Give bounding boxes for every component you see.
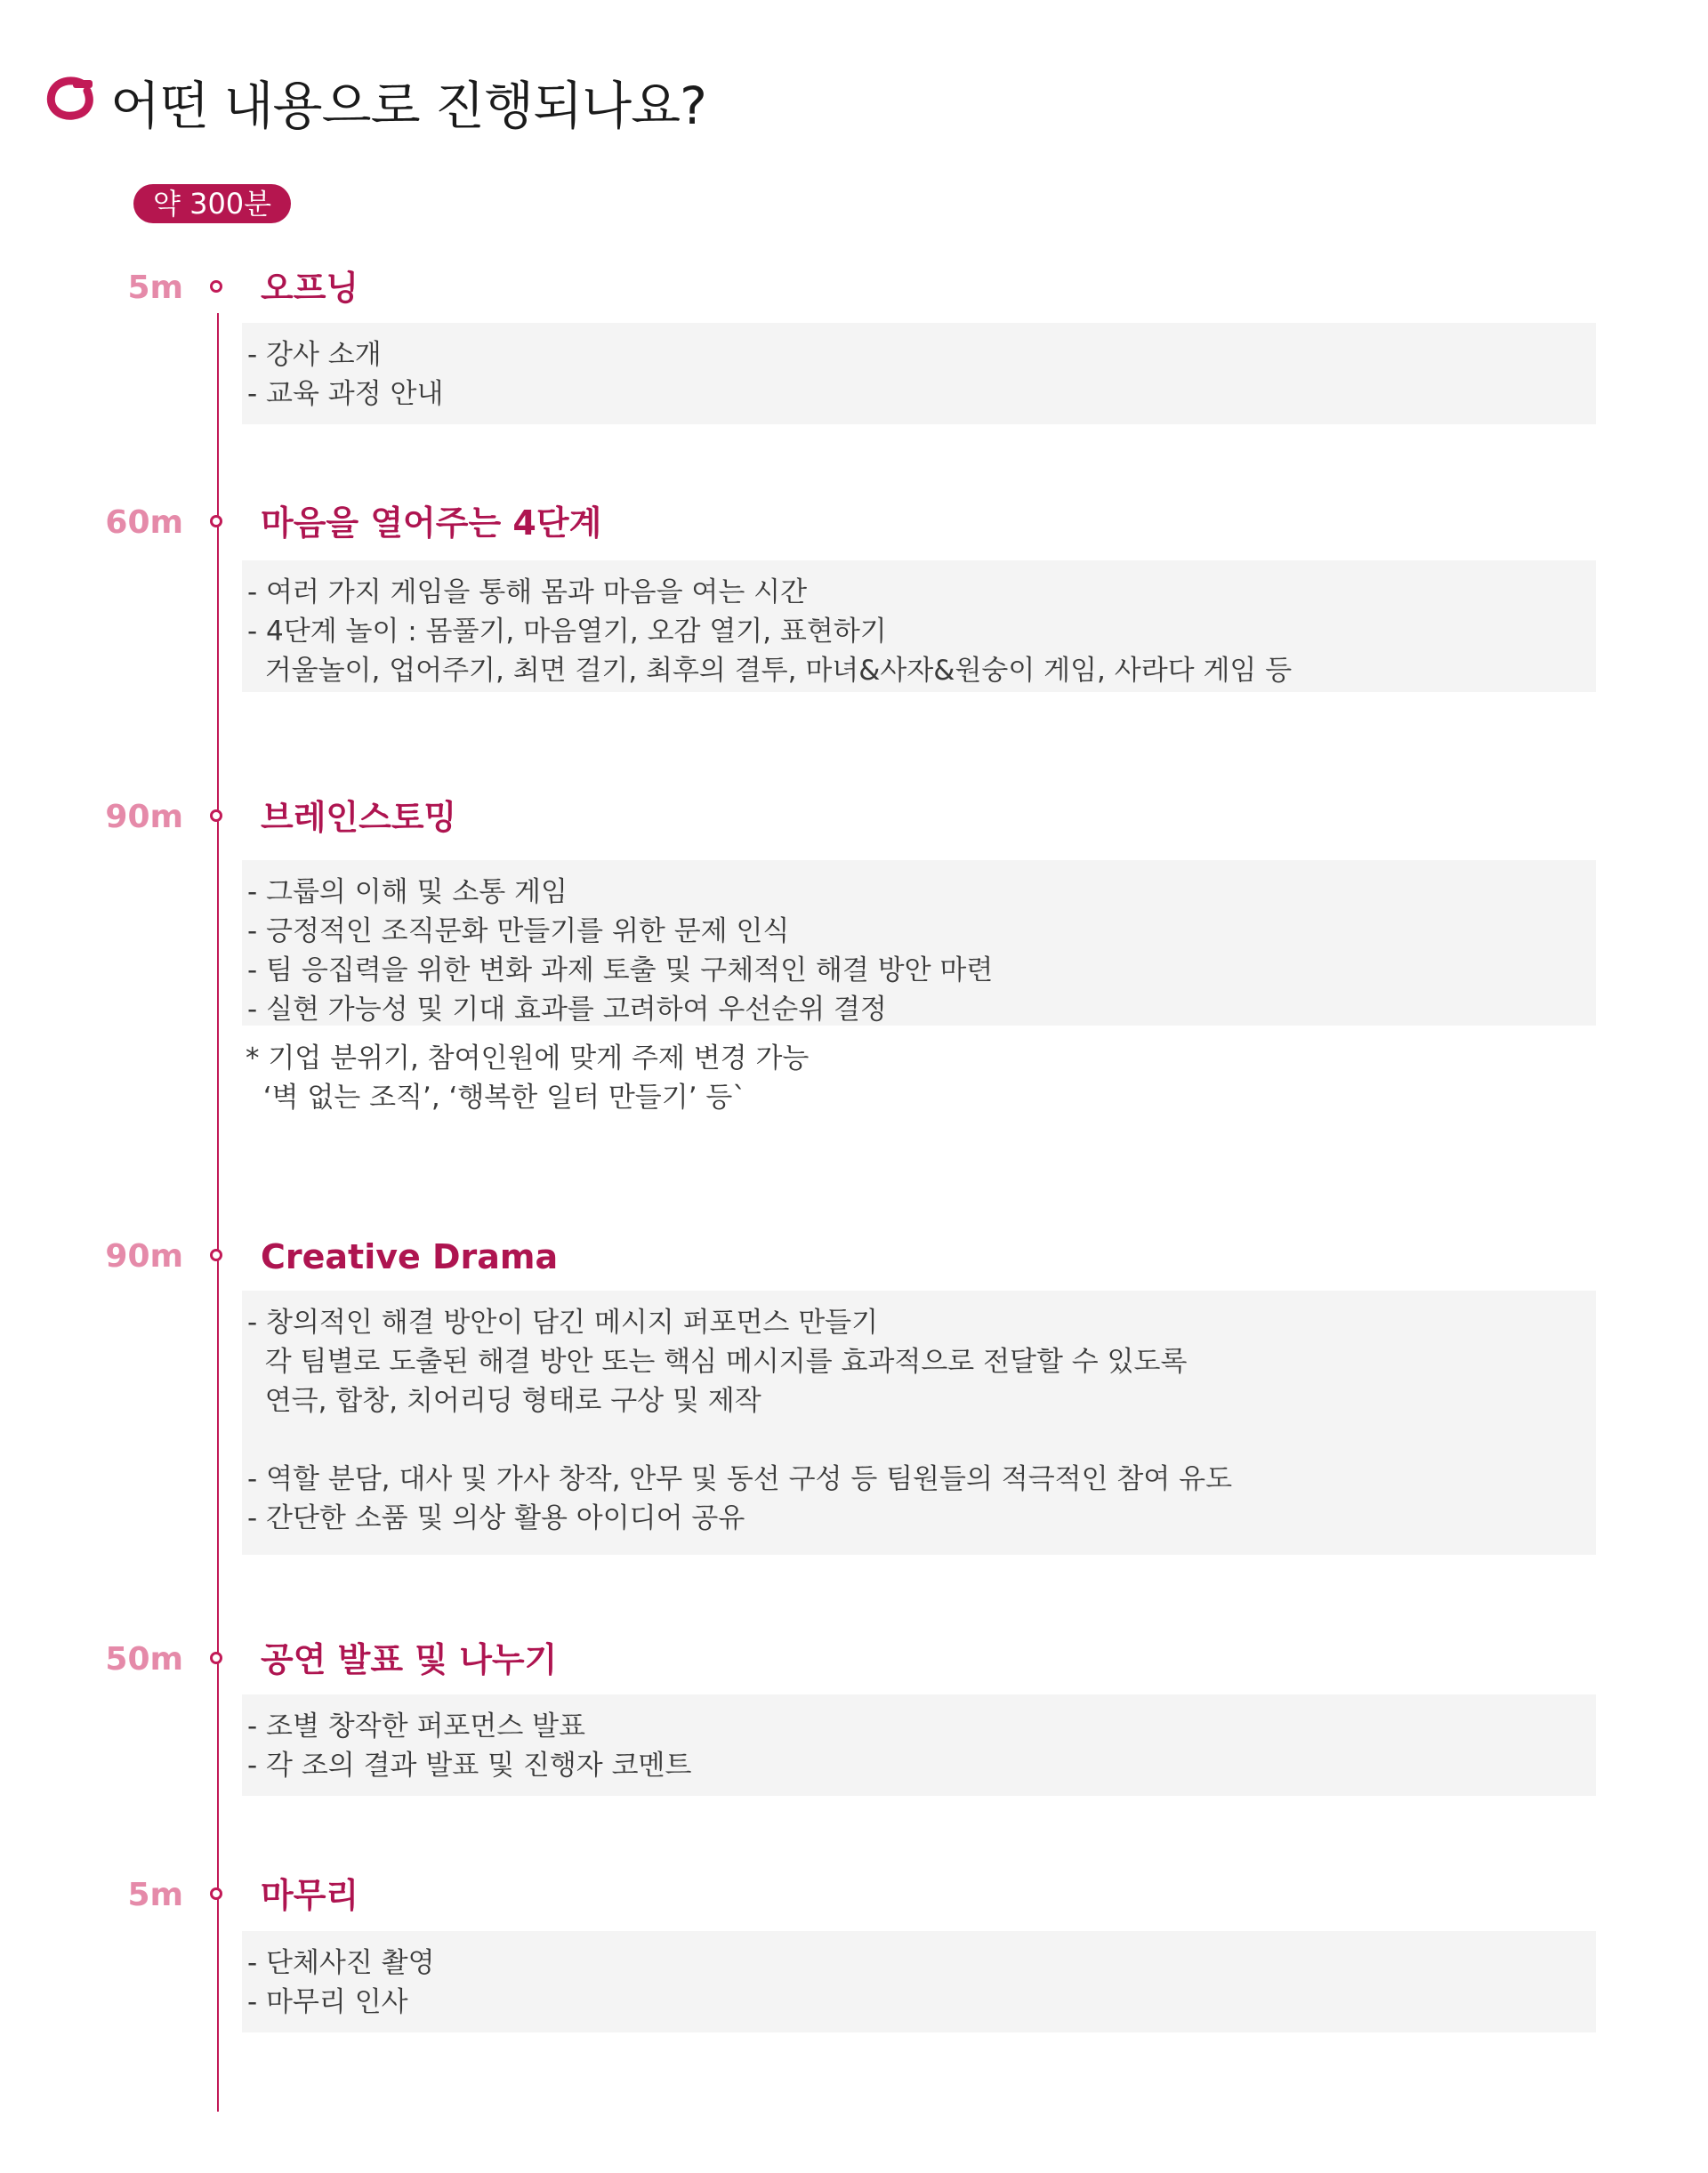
section-content-box [242,860,1596,1026]
timeline-dot [210,1249,222,1261]
content-line: - 그룹의 이해 및 소통 게임 [247,876,568,908]
content-line: - 마무리 인사 [247,1986,408,2018]
section-note [246,1039,809,1117]
section-duration: 60m [105,504,183,541]
content-line: - 역할 분담, 대사 및 가사 창작, 안무 및 동선 구성 등 팀원들의 적극적인 참여 유도 [247,1463,1233,1495]
content-line: - 팀 응집력을 위한 변화 과제 토출 및 구체적인 해결 방안 마련 [247,954,994,986]
content-line: - 강사 소개 [247,339,382,371]
content-line: - 긍정적인 조직문화 만들기를 위한 문제 인식 [247,915,790,947]
section-content-box [242,1694,1596,1796]
section-duration: 90m [105,1238,183,1275]
section-duration: 5m [127,270,183,306]
total-duration-badge: 약 300분 [133,184,291,223]
content-line: 거울놀이, 업어주기, 최면 걸기, 최후의 결투, 마녀&사자&원숭이 게임, 사라다 게임 등 [247,655,1293,687]
timeline-dot [210,1652,222,1664]
section-title: 브레인스토밍 [261,798,457,837]
content-line: - 교육 과정 안내 [247,378,444,410]
section-content-box [242,323,1596,424]
content-line: - 창의적인 해결 방안이 담긴 메시지 퍼포먼스 만들기 [247,1307,879,1339]
section-title: 마무리 [261,1876,359,1915]
section-title: 공연 발표 및 나누기 [261,1640,558,1679]
section-title: Creative Drama [261,1237,559,1276]
section-title: 마음을 열어주는 4단계 [261,503,602,543]
content-line: - 단체사진 촬영 [247,1947,435,1979]
content-line: - 조별 창작한 퍼포먼스 발표 [247,1710,586,1742]
content-line: - 여러 가지 게임을 통해 몸과 마음을 여는 시간 [247,576,808,608]
section-content-box [242,1291,1596,1555]
timeline-line [217,313,219,2112]
section-content-box [242,1931,1596,2032]
timeline-dot [210,515,222,527]
content-line: - 실현 가능성 및 기대 효과를 고려하여 우선순위 결정 [247,994,887,1026]
note-line: * 기업 분위기, 참여인원에 맞게 주제 변경 가능 [246,1042,810,1074]
content-line: - 4단계 놀이 : 몸풀기, 마음열기, 오감 열기, 표현하기 [247,616,887,648]
section-title: 오프닝 [261,269,359,308]
page-title: 어떤 내용으로 진행되나요? [110,76,706,136]
section-duration: 50m [105,1641,183,1678]
section-duration: 90m [105,799,183,835]
content-line: - 간단한 소품 및 의상 활용 아이디어 공유 [247,1502,745,1534]
content-line: 각 팀별로 도출된 해결 방안 또는 핵심 메시지를 효과적으로 전달할 수 있도록 [247,1346,1188,1378]
content-line: - 각 조의 결과 발표 및 진행자 코멘트 [247,1750,692,1782]
note-line: ‘벽 없는 조직’, ‘행복한 일터 만들기’ 등` [246,1082,746,1114]
timeline-dot [210,280,222,293]
section-content-box [242,560,1596,692]
section-duration: 5m [127,1877,183,1913]
timeline-dot [210,809,222,822]
curl-logo-icon [46,76,96,121]
content-line: 연극, 합창, 치어리딩 형태로 구상 및 제작 [247,1385,761,1417]
content-line [247,1420,1596,1460]
timeline-dot [210,1887,222,1900]
